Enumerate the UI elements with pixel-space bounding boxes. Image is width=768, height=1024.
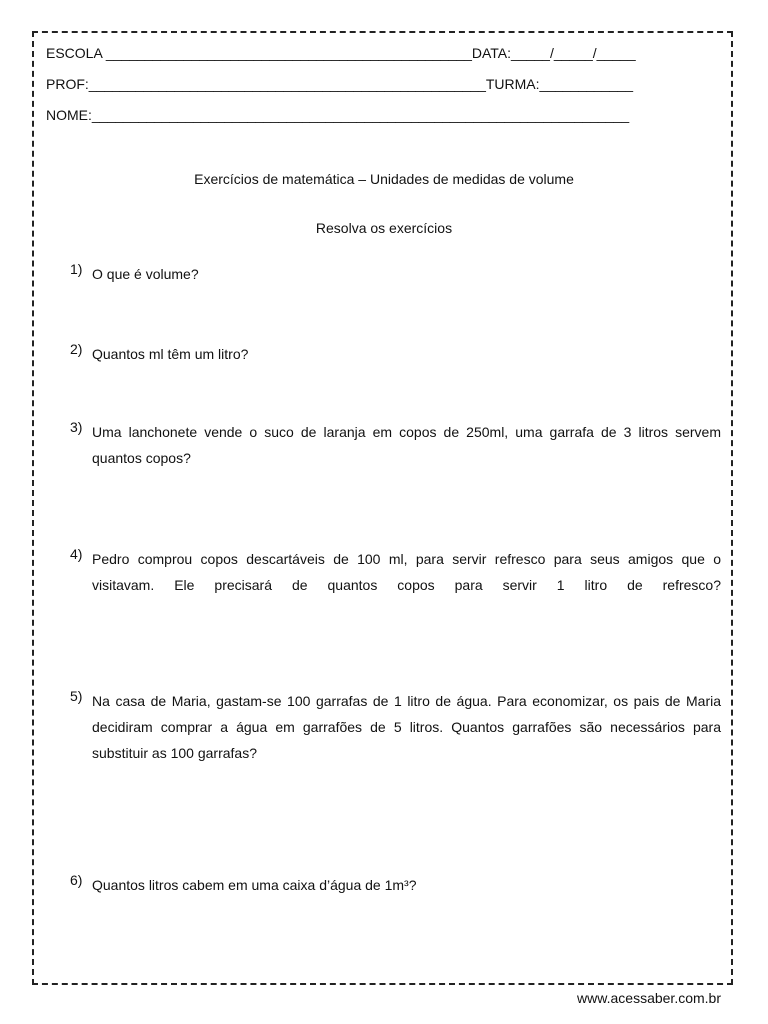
turma-label: TURMA: <box>485 76 540 92</box>
question-number: 3) <box>70 419 83 435</box>
question-text: Pedro comprou copos descartáveis de 100 ml, para servir refresco para seus amigos que o visitavam. Ele precisará de quantos copos para servir 1 litro de refresco? <box>92 551 721 593</box>
footer-url: www.acessaber.com.br <box>577 990 721 1006</box>
question-number: 1) <box>70 261 83 277</box>
escola-label: ESCOLA <box>46 45 103 61</box>
prof-label: PROF: <box>46 76 89 92</box>
question-number: 6) <box>70 872 83 888</box>
prof-line: PROF:___________________________________________________TURMA:____________ <box>46 76 633 92</box>
question-number: 4) <box>70 546 83 562</box>
escola-line: ESCOLA _______________________________________________DATA:_____/_____/_____ <box>46 45 636 61</box>
question-text: Uma lanchonete vende o suco de laranja em copos de 250ml, uma garrafa de 3 litros servem quantos copos? <box>92 424 721 466</box>
question-number: 2) <box>70 341 83 357</box>
question-text: Quantos litros cabem em uma caixa d’água de 1m³? <box>92 877 417 893</box>
question-text: O que é volume? <box>92 266 199 282</box>
nome-line: NOME:_____________________________________________________________________ <box>46 107 630 123</box>
worksheet-subtitle: Resolva os exercícios <box>315 220 453 236</box>
question-text: Quantos ml têm um litro? <box>92 346 249 362</box>
data-label: DATA: <box>471 45 512 61</box>
question-number: 5) <box>70 688 83 704</box>
worksheet-title: Exercícios de matemática – Unidades de medidas de volume <box>194 171 574 187</box>
question-text: Na casa de Maria, gastam-se 100 garrafas de 1 litro de água. Para economizar, os pais de Maria decidiram comprar a água em garrafões de 5 litros. Quantos garrafões são necessários para substituir as 100 garrafas? <box>92 693 721 761</box>
nome-label: NOME: <box>46 107 92 123</box>
